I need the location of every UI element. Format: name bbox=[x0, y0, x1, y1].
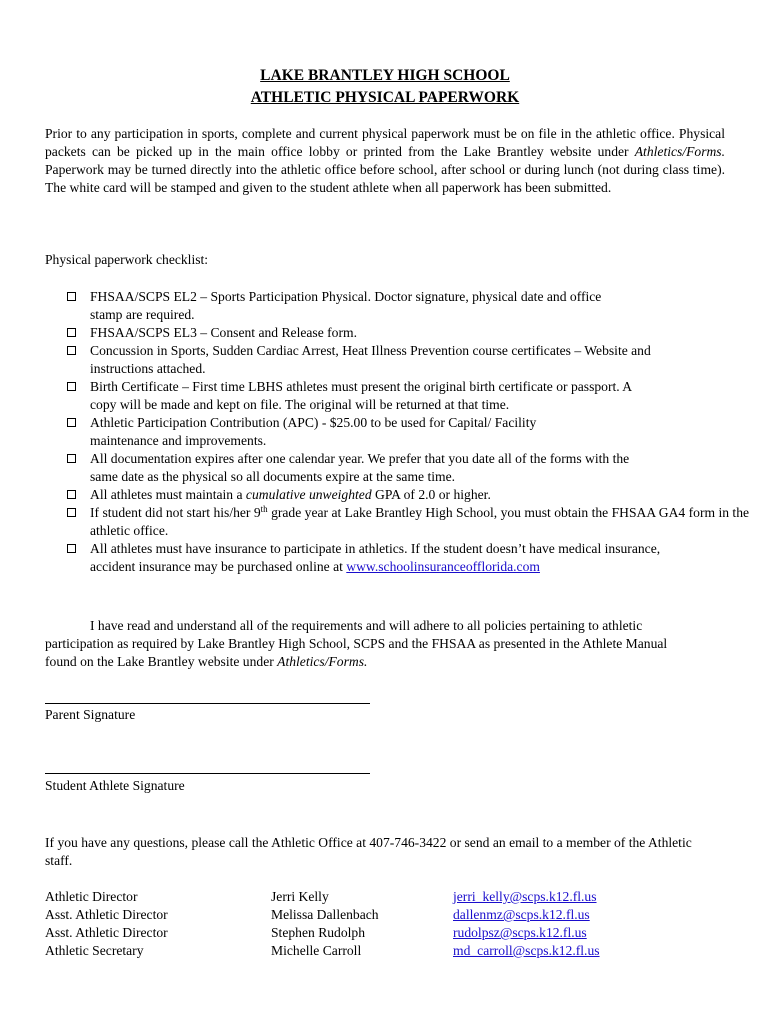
checklist-item-text: Concussion in Sports, Sudden Cardiac Arrest, Heat Illness Prevention course certificates – Website and instructions attached. bbox=[90, 343, 651, 376]
intro-paragraph bbox=[45, 125, 725, 197]
parent-signature-label: Parent Signature bbox=[45, 707, 136, 722]
staff-row bbox=[45, 942, 665, 960]
checkbox-icon[interactable] bbox=[67, 346, 76, 355]
staff-row bbox=[45, 888, 665, 906]
staff-email-link[interactable]: rudolpsz@scps.k12.fl.us bbox=[453, 925, 587, 940]
checkbox-icon[interactable] bbox=[67, 418, 76, 427]
checklist-item bbox=[67, 342, 665, 378]
staff-row bbox=[45, 906, 665, 924]
staff-name: Michelle Carroll bbox=[271, 943, 362, 958]
checkbox-icon[interactable] bbox=[67, 544, 76, 553]
checklist-item-text: FHSAA/SCPS EL2 – Sports Participation Physical. Doctor signature, physical date and office stamp are required. bbox=[90, 289, 602, 322]
checkbox-icon[interactable] bbox=[67, 328, 76, 337]
document-title: ATHLETIC PHYSICAL PAPERWORK bbox=[250, 89, 520, 106]
staff-role: Asst. Athletic Director bbox=[45, 907, 168, 922]
staff-email-link[interactable]: dallenmz@scps.k12.fl.us bbox=[453, 907, 590, 922]
intro-text-2: Paperwork may be turned directly into the athletic office before school, after school or during lunch (not during class time). The white card will be stamped and given to the student athlete when all paperwork has been submitted. bbox=[45, 162, 725, 195]
checkbox-icon[interactable] bbox=[67, 490, 76, 499]
insurance-link[interactable]: www.schoolinsuranceofflorida.com bbox=[346, 559, 540, 574]
checklist-item bbox=[67, 414, 590, 450]
checkbox-icon[interactable] bbox=[67, 508, 76, 517]
intro-text-1: Prior to any participation in sports, complete and current physical paperwork must be on file in the athletic office. Physical packets can be picked up in the main office lobby or printed from the Lake Brantley website under bbox=[45, 126, 725, 159]
checklist-item-text: Birth Certificate – First time LBHS athletes must present the original birth certificate or passport. A copy will be made and kept on file. The original will be returned at that time. bbox=[90, 379, 632, 412]
checklist-item bbox=[67, 504, 755, 540]
ninth-text-after: grade year at Lake Brantley High School, you must obtain the FHSAA GA4 form in the athletic office. bbox=[90, 505, 750, 538]
intro-italic: Athletics/Forms. bbox=[634, 144, 725, 159]
staff-name: Melissa Dallenbach bbox=[271, 907, 379, 922]
checklist-item bbox=[67, 288, 610, 324]
checklist-item bbox=[67, 324, 650, 342]
student-signature-line[interactable] bbox=[45, 773, 370, 774]
checkbox-icon[interactable] bbox=[67, 292, 76, 301]
checklist-item bbox=[67, 450, 630, 486]
checklist-item bbox=[67, 540, 700, 576]
insurance-text: All athletes must have insurance to participate in athletics. If the student doesn’t have medical insurance, accident insurance may be purchased online at bbox=[90, 541, 661, 574]
staff-name: Stephen Rudolph bbox=[271, 925, 366, 940]
checklist-item-text: FHSAA/SCPS EL3 – Consent and Release form. bbox=[90, 325, 357, 340]
checklist-label: Physical paperwork checklist: bbox=[45, 252, 209, 267]
ninth-text-before: If student did not start his/her 9 bbox=[90, 505, 261, 520]
gpa-text-before: All athletes must maintain a bbox=[90, 487, 246, 502]
checklist bbox=[67, 288, 750, 576]
student-signature-label: Student Athlete Signature bbox=[45, 778, 185, 793]
checklist-item-text: Athletic Participation Contribution (APC) - $25.00 to be used for Capital/ Facility maintenance and improvements. bbox=[90, 415, 537, 448]
staff-role: Asst. Athletic Director bbox=[45, 925, 168, 940]
gpa-italic: cumulative unweighted bbox=[245, 487, 372, 502]
staff-role: Athletic Secretary bbox=[45, 943, 144, 958]
contact-paragraph: If you have any questions, please call the Athletic Office at 407-746-3422 or send an email to a member of the Athletic staff. bbox=[45, 835, 692, 868]
staff-email-link[interactable]: md_carroll@scps.k12.fl.us bbox=[453, 943, 600, 958]
ninth-sup: th bbox=[260, 504, 268, 514]
staff-name: Jerri Kelly bbox=[271, 889, 329, 904]
checklist-item bbox=[67, 378, 650, 414]
ack-italic: Athletics/Forms. bbox=[277, 654, 368, 669]
staff-email-link[interactable]: jerri_kelly@scps.k12.fl.us bbox=[453, 889, 597, 904]
staff-list bbox=[45, 888, 665, 960]
parent-signature-line[interactable] bbox=[45, 703, 370, 704]
school-title: LAKE BRANTLEY HIGH SCHOOL bbox=[260, 67, 510, 84]
checklist-item-text: All documentation expires after one calendar year. We prefer that you date all of the forms with the same date as the physical so all documents expire at the same time. bbox=[90, 451, 630, 484]
ack-text: I have read and understand all of the requirements and will adhere to all policies pertaining to athletic participation as required by Lake Brantley High School, SCPS and the FHSAA as presented in the Athlete Manual found on the Lake Brantley website under bbox=[45, 618, 668, 669]
acknowledgement-paragraph bbox=[45, 617, 685, 671]
checklist-item bbox=[67, 486, 750, 504]
staff-row bbox=[45, 924, 665, 942]
staff-role: Athletic Director bbox=[45, 889, 138, 904]
checkbox-icon[interactable] bbox=[67, 382, 76, 391]
checkbox-icon[interactable] bbox=[67, 454, 76, 463]
gpa-text-after: GPA of 2.0 or higher. bbox=[371, 487, 491, 502]
